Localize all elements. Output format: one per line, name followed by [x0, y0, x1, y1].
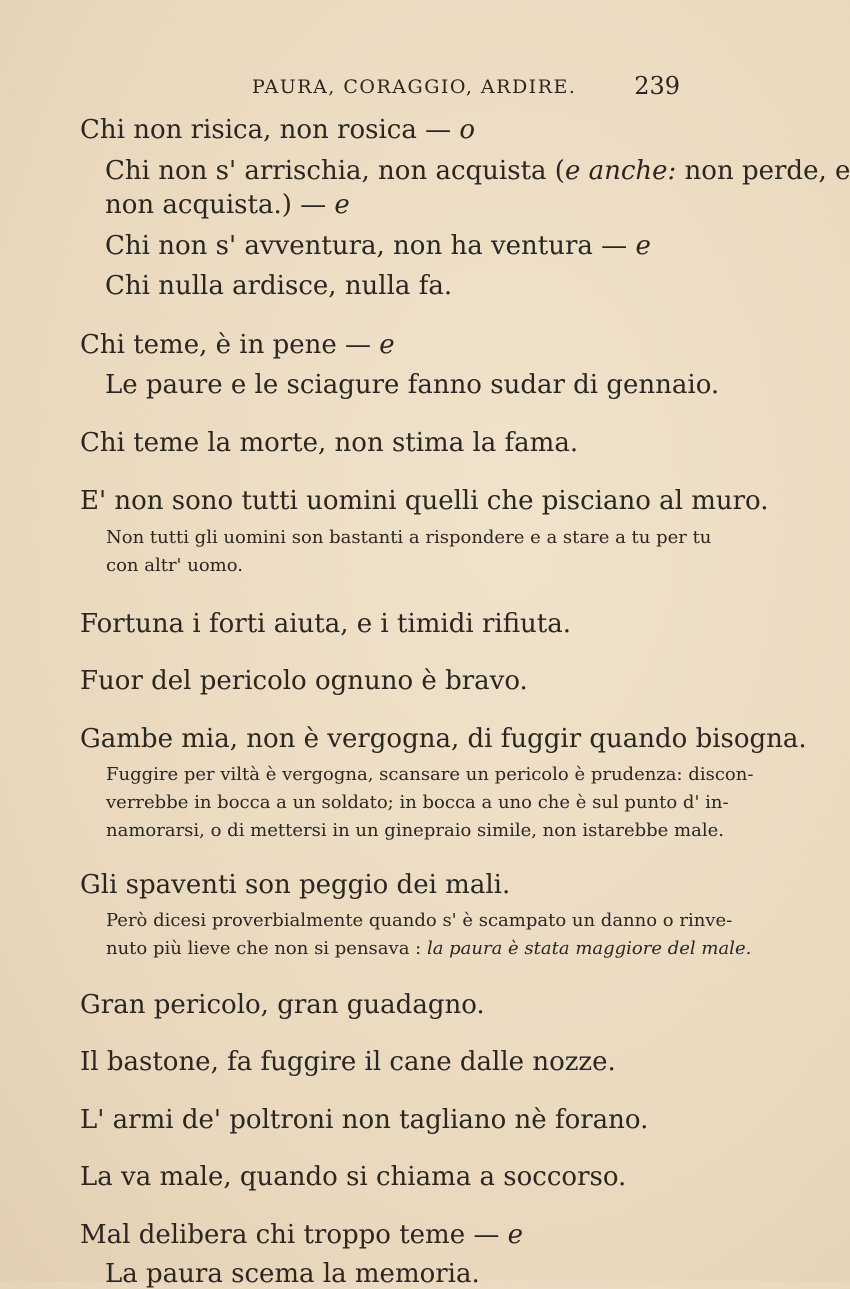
proverb-note: Non tutti gli uomini son bastanti a rispondere e a stare a tu per tu [106, 527, 712, 548]
proverb-line: Chi non risica, non rosica — o [80, 115, 476, 145]
proverb-line: Chi non s' avventura, non ha ventura — e [105, 231, 651, 261]
proverb-line: L' armi de' poltroni non tagliano nè forano. [80, 1105, 649, 1135]
proverb-line: non acquista.) — e [105, 190, 350, 220]
proverb-line: Il bastone, fa fuggire il cane dalle nozze. [80, 1047, 616, 1077]
proverb-line: Fortuna i forti aiuta, e i timidi rifiuta. [80, 609, 571, 639]
proverb-line: La paura scema la memoria. [105, 1259, 480, 1289]
proverb-note: Però dicesi proverbialmente quando s' è scampato un danno o rinve- [106, 910, 733, 931]
proverb-line: Chi teme, è in pene — e [80, 330, 395, 360]
page-header [0, 72, 800, 106]
proverb-note: namorarsi, o di mettersi in un ginepraio simile, non istarebbe male. [106, 820, 724, 841]
running-head: PAURA, CORAGGIO, ARDIRE. [252, 76, 577, 98]
proverb-line: Chi nulla ardisce, nulla fa. [105, 271, 453, 301]
proverb-line: Le paure e le sciagure fanno sudar di gennaio. [105, 370, 720, 400]
proverb-line: Gli spaventi son peggio dei mali. [80, 870, 511, 900]
proverb-line: Chi non s' arrischia, non acquista (e anche: non perde, e [105, 156, 850, 186]
proverb-line: E' non sono tutti uomini quelli che pisciano al muro. [80, 486, 769, 516]
proverb-line: Chi teme la morte, non stima la fama. [80, 428, 579, 458]
proverb-note: Fuggire per viltà è vergogna, scansare un pericolo è prudenza: discon- [106, 764, 754, 785]
page-number: 239 [634, 72, 680, 100]
proverb-note: con altr' uomo. [106, 555, 243, 576]
proverb-line: Gran pericolo, gran guadagno. [80, 990, 485, 1020]
proverb-line: Mal delibera chi troppo teme — e [80, 1220, 524, 1250]
proverb-line: La va male, quando si chiama a soccorso. [80, 1162, 627, 1192]
proverb-note: verrebbe in bocca a un soldato; in bocca a uno che è sul punto d' in- [106, 792, 729, 813]
proverb-note: nuto più lieve che non si pensava : la paura è stata maggiore del male. [106, 938, 752, 959]
proverb-line: Gambe mia, non è vergogna, di fuggir quando bisogna. [80, 724, 807, 754]
proverb-line: Fuor del pericolo ognuno è bravo. [80, 666, 528, 696]
